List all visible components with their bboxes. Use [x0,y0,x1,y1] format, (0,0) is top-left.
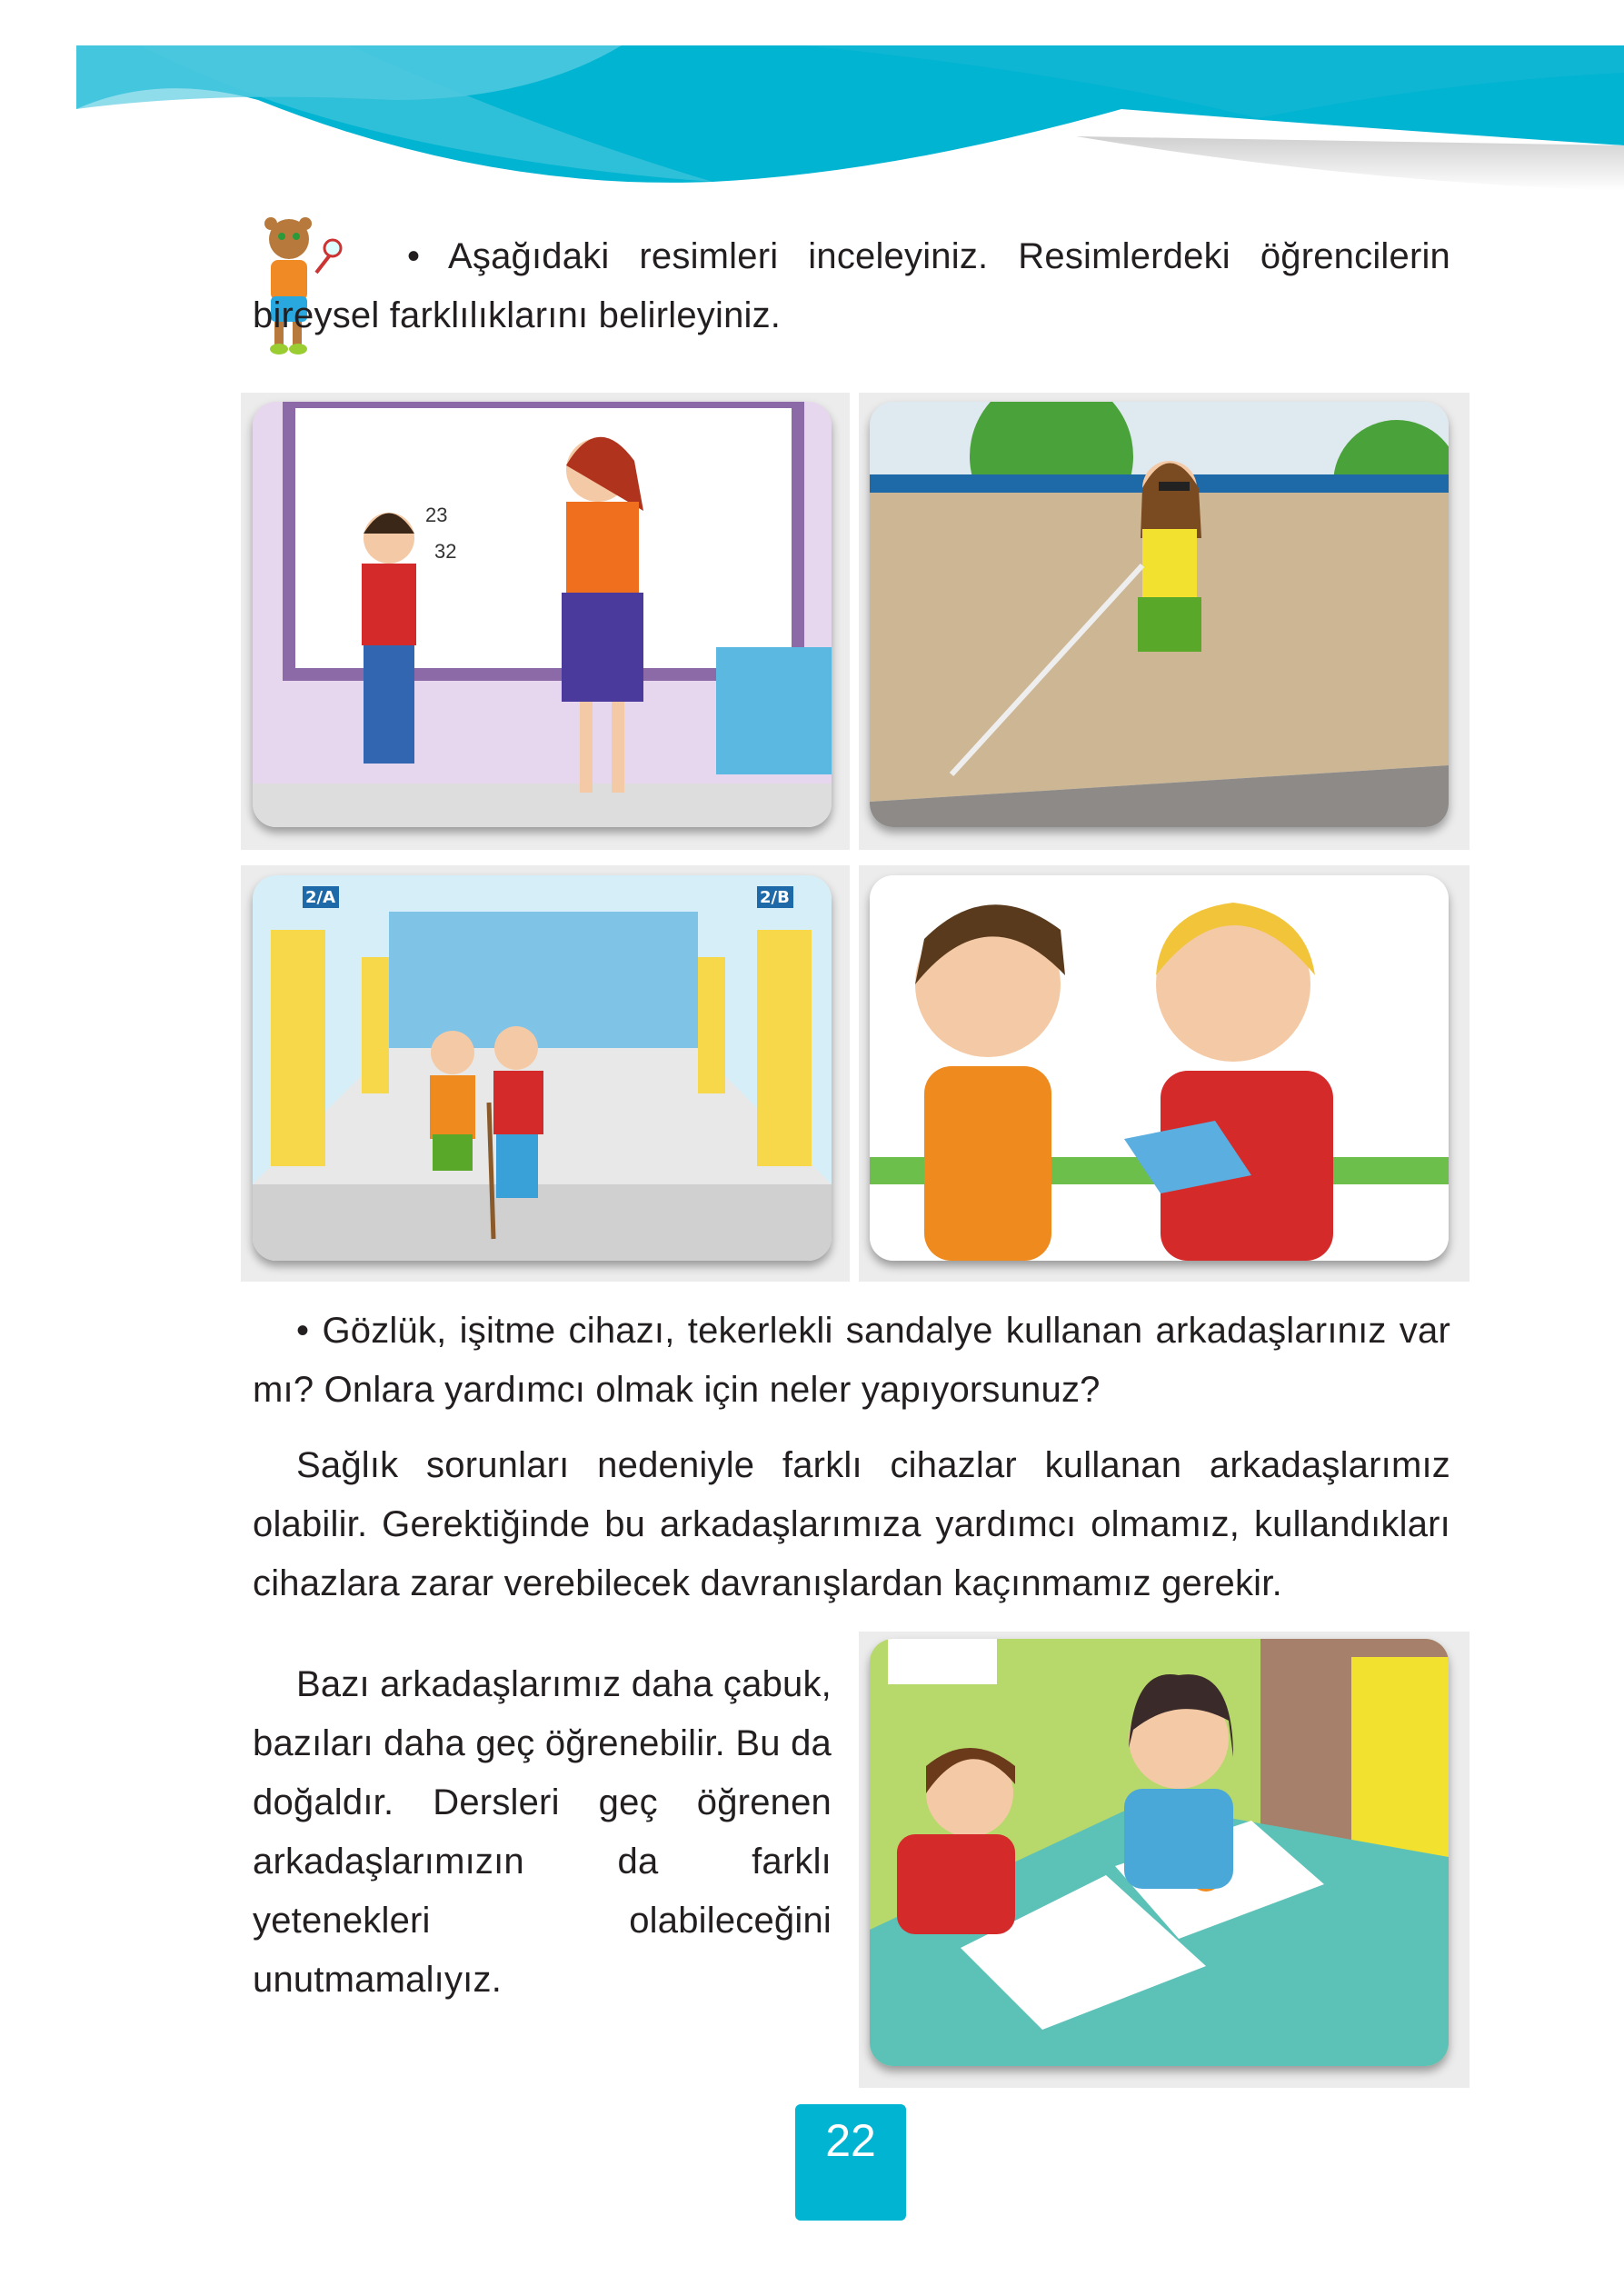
illustration-teacher-boy-glasses [253,402,832,827]
illustration-children-drawing [870,1639,1449,2066]
board-number: 23 [425,504,448,526]
intro-text: Aşağıdaki resimleri inceleyiniz. Resimlerdeki öğrencilerin bireysel farklılıklarını belirleyiniz. [253,236,1450,335]
illustration-girl-white-cane [870,402,1449,827]
door-label: 2/A [305,888,336,907]
page-number: 22 [825,2115,876,2166]
illustration-corridor-crutch [253,875,832,1261]
learning-row [253,1632,1470,2088]
board-number: 32 [434,540,457,563]
door-label: 2/B [760,888,790,907]
paragraph-learning-text: Bazı arkadaşlarımız daha çabuk, bazıları daha geç öğrenebilir. Bu da doğaldır. Dersleri geç öğrenen arkadaşlarımızın da farklı yetenekleri olabileceğini unutmamalıyız. [253,1664,832,2000]
page-number-badge [795,2104,906,2221]
intro-instruction [253,227,1450,345]
header-wave-banner [76,45,1624,191]
bullet: • [407,236,421,276]
paragraph-devices-text: Sağlık sorunları nedeniyle farklı cihazlar kullanan arkadaşlarımız olabilir. Gerektiğinde bu arkadaşlarımıza yardımcı olmamız, kullandıkları cihazlara zarar verebilecek davranışlardan kaçınmamız gerekir. [253,1445,1450,1603]
lower-content [253,1302,1470,2221]
question-body: Gözlük, işitme cihazı, tekerlekli sandalye kullanan arkadaşlarınız var mı? Onlara yardımcı olmak için neler yapıyorsunuz? [253,1311,1450,1410]
bullet: • [296,1311,310,1351]
drawing-image-frame [859,1632,1470,2088]
question-text [253,1302,1450,1420]
paragraph-devices [253,1436,1450,1613]
paragraph-learning [253,1655,832,2010]
illustration-hearing-aid [870,875,1449,1261]
